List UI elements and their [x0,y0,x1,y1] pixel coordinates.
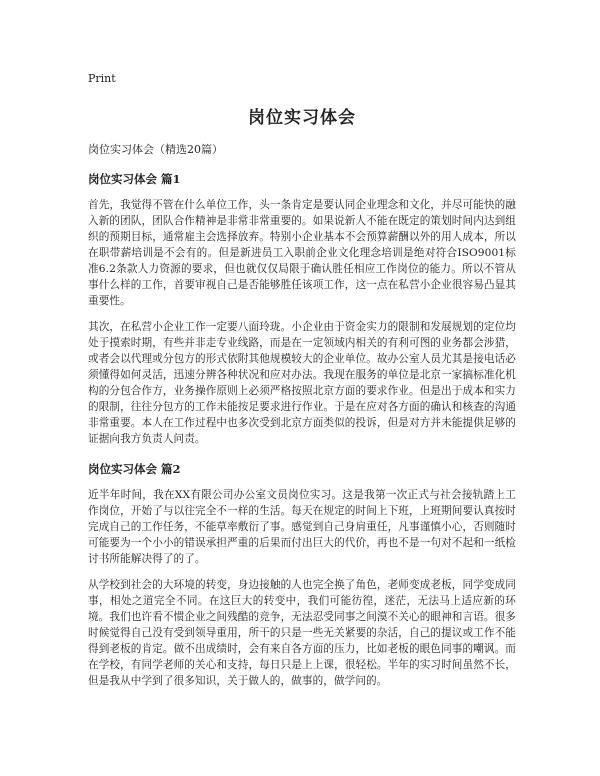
document-subtitle: 岗位实习体会（精选20篇） [88,143,223,156]
paragraph: 其次，在私营小企业工作一定要八面玲珑。小企业由于资金实力的限制和发展规划的定位均处于摸索时期，有些并非走专业线路，而是在一定领域内相关的有利可图的业务都会涉猎，或者会以代理或分包方的形式依附其他规模较大的企业单位。故办公室人员尤其是接电话必须懂得如何灵活，迅速分辨各种状况和应对办法。我现在服务的单位是北京一家搞标准化机构的分包合作方，业务操作原则上必须严格按照北京方面的要求作业。但是出于成本和实力的限制，往往分包方的工作未能按足要求进行作业。于是在应对各方面的确认和核查的沟通非常重要。本人在工作过程中也多次受到北京方面类似的投诉，但是对方并未能提供足够的证据向我方负责人问责。 [88,321,516,445]
print-link[interactable]: Print [88,72,116,85]
paragraph: 近半年时间，我在XX有限公司办公室文员岗位实习。这是我第一次正式与社会接轨踏上工作岗位，开始了与以往完全不一样的生活。每天在规定的时间上下班，上班期间要认真按时完成自己的工作任务，不能草率敷衍了事。感觉到自己身肩重任，凡事谨慎小心，否则随时可能要为一个小小的错误承担严重的后果而付出巨大的代价，再也不是一句对不起和一纸检讨书所能解决得了的了。 [88,489,516,565]
paragraph: 从学校到社会的大环境的转变，身边接触的人也完全换了角色，老师变成老板，同学变成同事，相处之道完全不同。在这巨大的转变中，我们可能彷徨，迷茫，无法马上适应新的环境。我们也许看不惯企业之间残酷的竞争，无法忍受同事之间漠不关心的眼神和言语。很多时候觉得自己没有受到领导重用，所干的只是一些无关紧要的杂活，自己的提议或工作不能得到老板的肯定。做不出成绩时，会有来自各方面的压力，比如老板的眼色同事的嘲讽。而在学校，有同学老师的关心和支持，每日只是上上课，很轻松。半年的实习时间虽然不长，但是我从中学到了很多知识，关于做人的，做事的，做学问的。 [88,579,516,687]
document-page [88,72,516,699]
paragraph: 首先，我觉得不管在什么单位工作，头一条肯定是要认同企业理念和文化，并尽可能快的融入新的团队，团队合作精神是非常非常重要的。如果说新人不能在既定的策划时间内达到组织的预期目标，通常雇主会选择放弃。特别小企业基本不会预算薪酬以外的用人成本，所以在职带薪培训是不会有的。但是新进员工入职前企业文化理念培训是绝对符合ISO9001标准6.2条款人力资源的要求，但也就仅仅局限于确认胜任相应工作岗位的能力。所以不管从事什么样的工作，首要审视自己是否能够胜任该项工作，这一点在私营小企业很容易凸显其重要性。 [88,199,516,307]
section-heading: 岗位实习体会 篇2 [88,462,181,476]
page-title: 岗位实习体会 [248,108,356,128]
section-heading: 岗位实习体会 篇1 [88,172,181,186]
section-1 [88,171,516,447]
section-2 [88,461,516,689]
